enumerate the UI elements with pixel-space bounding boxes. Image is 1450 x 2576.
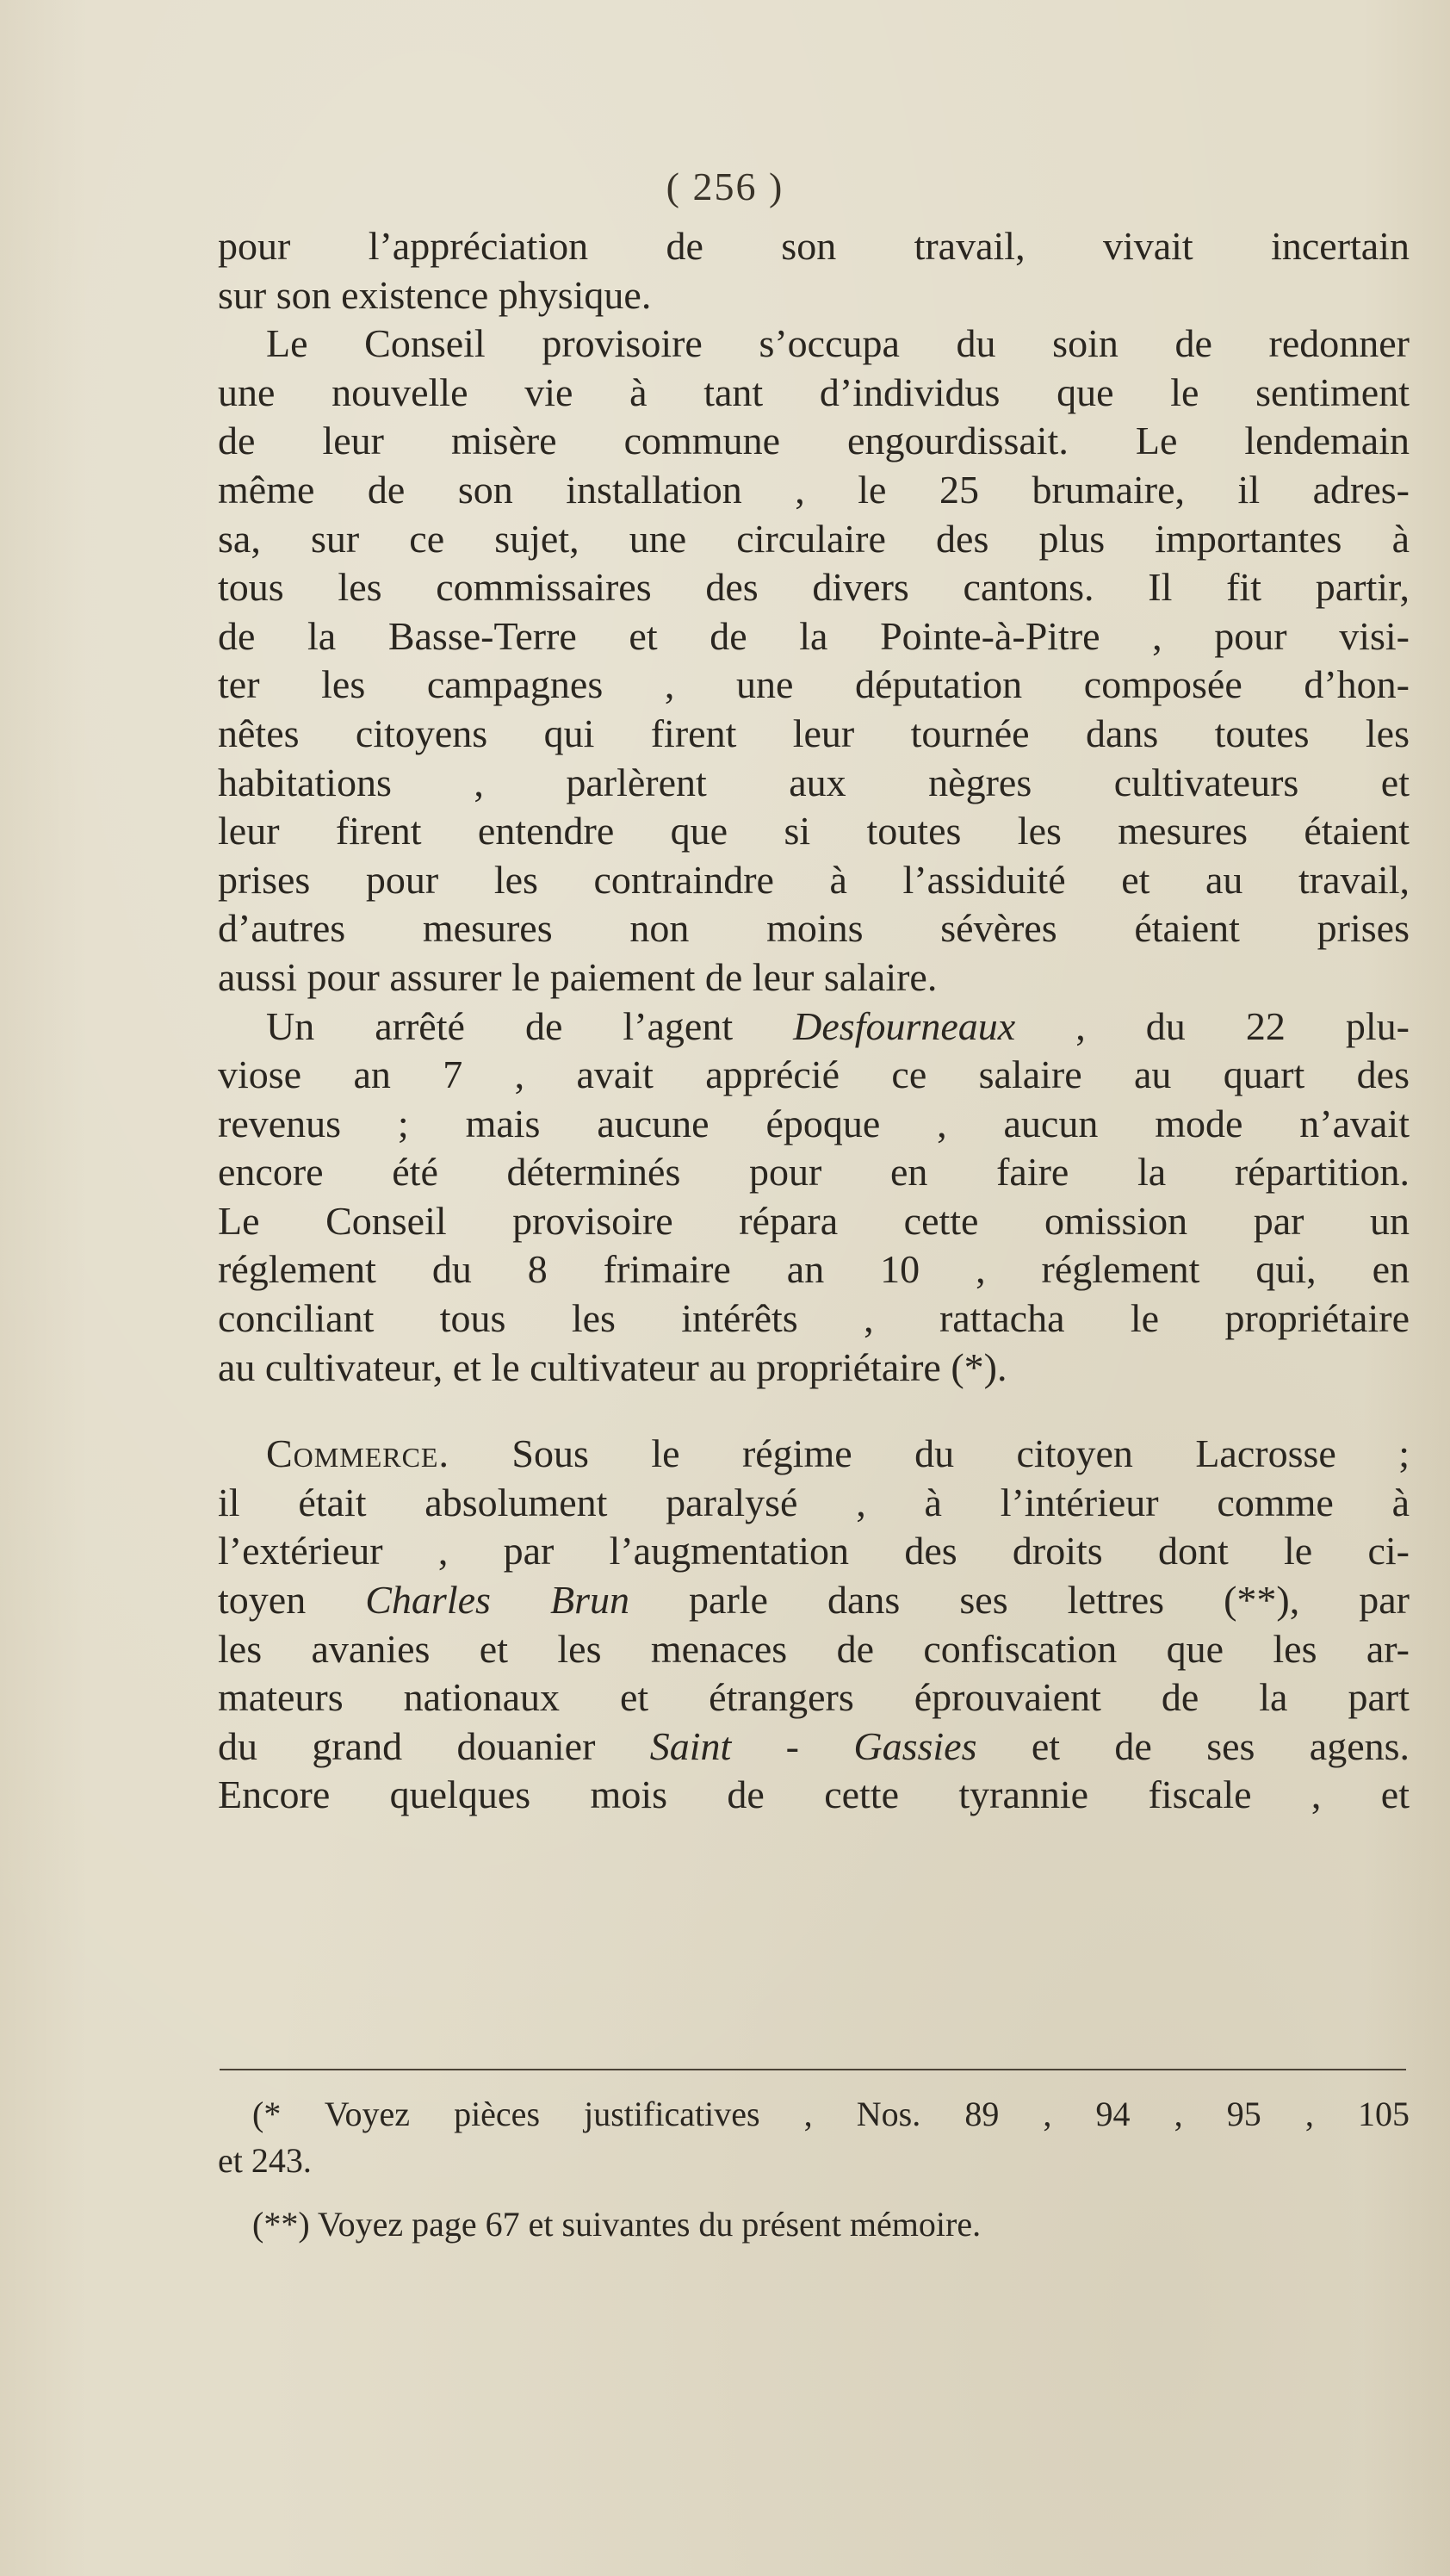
text-run: Un arrêté de l’agent: [266, 1003, 794, 1048]
body-text: [218, 222, 1410, 1820]
text-line: aussi pour assurer le paiement de leur salaire.: [218, 954, 938, 999]
text-line: au cultivateur, et le cultivateur au propriétaire (*).: [218, 1344, 1007, 1389]
text-line: ter les campagnes , une députation composée d’hon-: [218, 662, 1410, 707]
text-line: [218, 1002, 1410, 1052]
text-line: il était absolument paralysé , à l’intérieur comme à: [218, 1480, 1410, 1524]
text-line: nêtes citoyens qui firent leur tournée dans toutes les: [218, 711, 1410, 755]
text-line: Encore quelques mois de cette tyrannie fiscale , et: [218, 1772, 1410, 1817]
text-line: tous les commissaires des divers cantons. Il fit partir,: [218, 565, 1410, 610]
footnote-line: et 243.: [218, 2141, 312, 2180]
footnotes: [218, 2091, 1410, 2248]
page-number: ( 256 ): [666, 164, 784, 208]
text-run: toyen: [218, 1578, 366, 1623]
text-line: prises pour les contraindre à l’assiduité et au travail,: [218, 857, 1410, 902]
person-name: Saint - Gassies: [649, 1723, 977, 1768]
footnote-line: (* Voyez pièces justificatives , Nos. 89 , 94 , 95 , 105: [252, 2095, 1410, 2133]
text-line: Le Conseil provisoire s’occupa du soin de redonner: [266, 321, 1410, 366]
footnote-divider: [220, 2069, 1406, 2070]
text-run: , du 22 plu-: [1015, 1003, 1410, 1048]
text-line: une nouvelle vie à tant d’individus que le sentiment: [218, 369, 1410, 414]
text-line: encore été déterminés pour en faire la répartition.: [218, 1150, 1410, 1195]
text-line: de leur misère commune engourdissait. Le lendemain: [218, 419, 1410, 463]
section-heading: Commerce.: [266, 1431, 449, 1476]
text-line: Le Conseil provisoire répara cette omission par un: [218, 1198, 1410, 1243]
text-line: de la Basse-Terre et de la Pointe-à-Pitre , pour visi-: [218, 613, 1410, 658]
text-line: conciliant tous les intérêts , rattacha le propriétaire: [218, 1296, 1410, 1341]
text-line: réglement du 8 frimaire an 10 , réglement qui, en: [218, 1247, 1410, 1292]
text-run: et de ses agens.: [976, 1723, 1410, 1768]
footnote-line: (**) Voyez page 67 et suivantes du présent mémoire.: [252, 2205, 982, 2244]
text-line: [218, 1430, 1410, 1479]
text-run: du grand douanier: [218, 1723, 650, 1768]
text-line: les avanies et les menaces de confiscation que les ar-: [218, 1626, 1410, 1671]
person-name: Charles Brun: [365, 1578, 629, 1623]
text-line: [218, 1723, 1410, 1772]
text-line: habitations , parlèrent aux nègres cultivateurs et: [218, 760, 1410, 804]
text-line: leur firent entendre que si toutes les mesures étaient: [218, 809, 1410, 853]
text-run: parle dans ses lettres (**), par: [629, 1578, 1410, 1623]
text-line: pour l’appréciation de son travail, vivait incertain: [218, 224, 1410, 268]
text-run: Sous le régime du citoyen Lacrosse ;: [449, 1431, 1410, 1476]
text-line: [218, 1576, 1410, 1625]
text-line: même de son installation , le 25 brumaire, il adres-: [218, 467, 1410, 512]
text-line: viose an 7 , avait apprécié ce salaire au quart des: [218, 1052, 1410, 1097]
paragraph-gap: [218, 1392, 1410, 1430]
text-line: revenus ; mais aucune époque , aucun mode n’avait: [218, 1101, 1410, 1145]
text-line: d’autres mesures non moins sévères étaient prises: [218, 906, 1410, 951]
text-line: mateurs nationaux et étrangers éprouvaient de la part: [218, 1675, 1410, 1720]
text-line: sa, sur ce sujet, une circulaire des plus importantes à: [218, 516, 1410, 561]
text-line: sur son existence physique.: [218, 272, 652, 317]
person-name: Desfourneaux: [793, 1003, 1016, 1048]
text-line: l’extérieur , par l’augmentation des droits dont le ci-: [218, 1529, 1410, 1574]
